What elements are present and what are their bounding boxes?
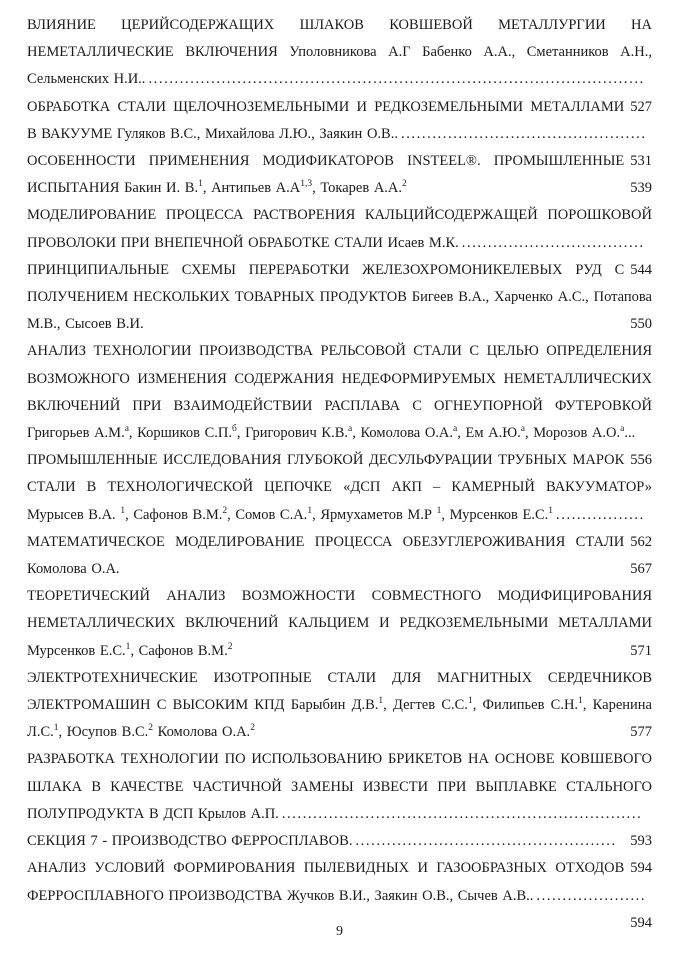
toc-page-number: 544	[630, 261, 652, 278]
toc-entry-text: ВЛИЯНИЕ ЦЕРИЙСОДЕРЖАЩИХ ШЛАКОВ КОВШЕВОЙ МЕТАЛЛУРГИИ НА НЕМЕТАЛЛИЧЕСКИЕ ВКЛЮЧЕНИЯ Уполовникова А.Г Бабенко А.А., Сметанников А.Н., Сельменских Н.И..	[27, 17, 652, 88]
toc-entry	[27, 529, 652, 583]
toc-entry	[27, 202, 652, 278]
toc-entry-text: МОДЕЛИРОВАНИЕ ПРОЦЕССА РАСТВОРЕНИЯ КАЛЬЦИЙСОДЕРЖАЩЕЙ ПОРОШКОВОЙ ПРОВОЛОКИ ПРИ ВНЕПЕЧНОЙ ОБРАБОТКЕ СТАЛИ Исаев М.К.	[27, 207, 652, 251]
toc-entry-text: ТЕОРЕТИЧЕСКИЙ АНАЛИЗ ВОЗМОЖНОСТИ СОВМЕСТНОГО МОДИФИЦИРОВАНИЯ НЕМЕТАЛЛИЧЕСКИХ ВКЛЮЧЕНИЙ КАЛЬЦИЕМ И РЕДКОЗЕМЕЛЬНЫМИ МЕТАЛЛАМИ Мурсенков Е.С.$^1$, Сафонов В.М.$^2$	[27, 588, 652, 659]
page-number: 9	[336, 924, 343, 939]
toc-entry	[27, 94, 652, 170]
toc-page-number: 594	[630, 860, 652, 877]
toc-entry-text: ЭЛЕКТРОТЕХНИЧЕСКИЕ ИЗОТРОПНЫЕ СТАЛИ ДЛЯ МАГНИТНЫХ СЕРДЕЧНИКОВ ЭЛЕКТРОМАШИН С ВЫСОКИМ КПД Барыбин Д.В.$^1$, Дегтев С.С.$^1$, Филипьев С.Н.$^1$, Каренина Л.С.$^1$, Юсупов В.С.$^2$ Комолова О.А.$^2$	[27, 669, 652, 741]
toc-page-number: 527	[630, 98, 652, 115]
dot-leader: ...............................................	[400, 125, 647, 142]
toc-entry	[27, 855, 652, 931]
toc-entry	[27, 257, 652, 339]
dot-leader: ...................................	[461, 234, 645, 251]
dot-leader: .....................	[536, 887, 647, 904]
toc-entry	[27, 665, 652, 747]
toc-entry-text: ПРОМЫШЛЕННЫЕ ИССЛЕДОВАНИЯ ГЛУБОКОЙ ДЕСУЛЬФУРАЦИИ ТРУБНЫХ МАРОК СТАЛИ В ТЕХНОЛОГИЧЕСКОЙ ЦЕПОЧКЕ «ДСП АКП – КАМЕРНЫЙ ВАКУУМАТОР» Мурысев В.А. $^1$, Сафонов В.М.$^2$, Сомов С.А.$^1$, Ярмухаметов М.Р $^1$, Мурсенков Е.С.$^1$	[27, 452, 652, 523]
toc-page-number: 594	[630, 914, 652, 931]
dot-leader: ..................................................	[355, 833, 617, 850]
toc-page-number: 556	[630, 452, 652, 469]
toc-entry-text: АНАЛИЗ УСЛОВИЙ ФОРМИРОВАНИЯ ПЫЛЕВИДНЫХ И ГАЗООБРАЗНЫХ ОТХОДОВ ФЕРРОСПЛАВНОГО ПРОИЗВОДСТВА Жучков В.И., Заякин О.В., Сычев А.В..	[27, 860, 625, 904]
toc-page-number: 539	[630, 180, 652, 197]
toc-entry-text: АНАЛИЗ ТЕХНОЛОГИИ ПРОИЗВОДСТВА РЕЛЬСОВОЙ СТАЛИ С ЦЕЛЬЮ ОПРЕДЕЛЕНИЯ ВОЗМОЖНОГО ИЗМЕНЕНИЯ СОДЕРЖАНИЯ НЕДЕФОРМИРУЕМЫХ НЕМЕТАЛЛИЧЕСКИХ ВКЛЮЧЕНИЙ ПРИ ВЗАИМОДЕЙСТВИИ РАСПЛАВА С ОГНЕУПОРНОЙ ФУТЕРОВКОЙ Григорьев А.М.$^а$, Коршиков С.П.$^б$, Григорович К.В.$^а$, Комолова О.А.$^а$, Ем А.Ю.$^а$, Морозов А.О.$^а$...	[27, 343, 652, 442]
toc-entry	[27, 338, 652, 469]
toc-page-number: 571	[630, 642, 652, 659]
dot-leader: ...............................................................................................	[148, 71, 645, 88]
toc-entry	[27, 447, 652, 550]
toc-page-number: 550	[630, 316, 652, 333]
toc-entry-text: СЕКЦИЯ 7 - ПРОИЗВОДСТВО ФЕРРОСПЛАВОВ.	[27, 833, 353, 850]
toc-entry-text: ПРИНЦИПИАЛЬНЫЕ СХЕМЫ ПЕРЕРАБОТКИ ЖЕЛЕЗОХРОМОНИКЕЛЕВЫХ РУД С ПОЛУЧЕНИЕМ НЕСКОЛЬКИХ ТОВАРНЫХ ПРОДУКТОВ Бигеев В.А., Харченко А.С., Потапова М.В., Сысоев В.И.	[27, 261, 652, 333]
toc-page-number: 531	[630, 153, 652, 170]
toc-entry-text: РАЗРАБОТКА ТЕХНОЛОГИИ ПО ИСПОЛЬЗОВАНИЮ БРИКЕТОВ НА ОСНОВЕ КОВШЕВОГО ШЛАКА В КАЧЕСТВЕ ЧАСТИЧНОЙ ЗАМЕНЫ ИЗВЕСТИ ПРИ ВЫПЛАВКЕ СТАЛЬНОГО ПОЛУПРОДУКТА В ДСП Крылов А.П.	[27, 751, 652, 822]
toc-page-number: 577	[630, 724, 652, 741]
toc-entry	[27, 583, 652, 665]
toc-page-number: 593	[630, 833, 652, 850]
dot-leader: .....................................................................	[281, 805, 643, 822]
toc-page-number: 562	[630, 533, 652, 550]
toc-entry-text: МАТЕМАТИЧЕСКОЕ МОДЕЛИРОВАНИЕ ПРОЦЕССА ОБЕЗУГЛЕРОЖИВАНИЯ СТАЛИ Комолова О.А.	[27, 533, 625, 578]
toc-page-number: 567	[630, 561, 652, 578]
toc-entry	[27, 148, 652, 202]
dot-leader: .................	[556, 506, 645, 523]
toc-entry	[27, 12, 652, 115]
toc-entry-text: ОСОБЕННОСТИ ПРИМЕНЕНИЯ МОДИФИКАТОРОВ INSTEEL®. ПРОМЫШЛЕННЫЕ ИСПЫТАНИЯ Бакин И. В.$^1$, Антипьев $А.А^{1,3}$, Токарев А.А.$^2$	[27, 153, 625, 197]
toc-entry	[27, 828, 652, 877]
table-of-contents	[27, 12, 652, 931]
toc-entry-text: ОБРАБОТКА СТАЛИ ЩЕЛОЧНОЗЕМЕЛЬНЫМИ И РЕДКОЗЕМЕЛЬНЫМИ МЕТАЛЛАМИ В ВАКУУМЕ Гуляков В.С., Михайлова Л.Ю., Заякин О.В..	[27, 98, 625, 142]
